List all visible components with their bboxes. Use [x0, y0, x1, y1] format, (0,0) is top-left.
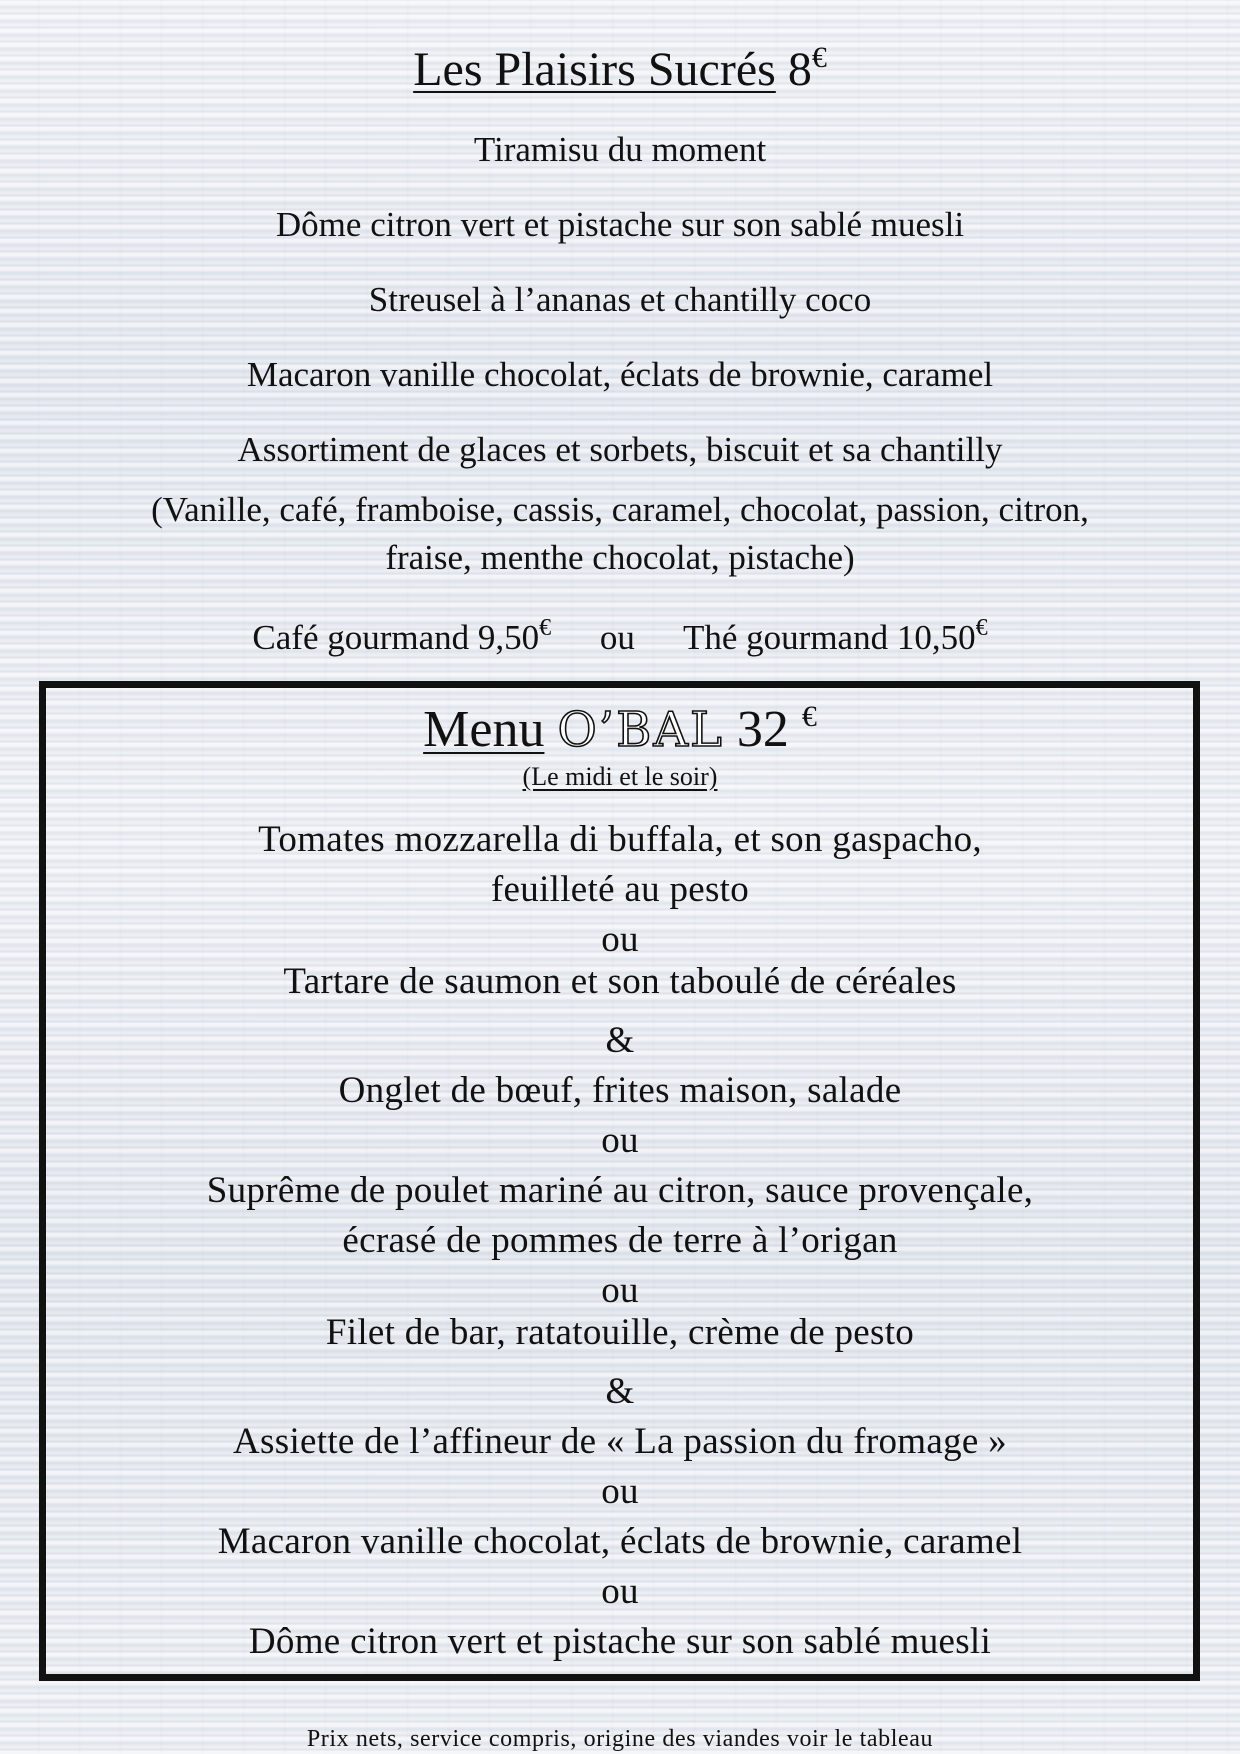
menu-or: ou [601, 1471, 639, 1512]
desserts-title-text: Les Plaisirs Sucrés [413, 43, 776, 96]
brand-logo: O’BAL [557, 702, 724, 758]
desserts-price: 8 [787, 43, 812, 96]
menu-subtitle-text: (Le midi et le soir) [522, 762, 718, 791]
the-gourmand-currency: € [975, 615, 988, 641]
menu-or: ou [601, 1571, 639, 1612]
menu-or: ou [601, 1120, 639, 1161]
gourmand-line [0, 617, 1240, 663]
menu-line: Tartare de saumon et son taboulé de céréales [283, 961, 957, 1002]
menu-price: 32 [736, 701, 789, 758]
menu-subtitle [0, 762, 1240, 792]
dessert-item-streusel: Streusel à l’ananas et chantilly coco [368, 280, 872, 319]
dessert-item-glaces-flavours-2: fraise, menthe chocolat, pistache) [385, 538, 855, 577]
menu-line: Dôme citron vert et pistache sur son sablé muesli [248, 1621, 992, 1662]
menu-line: Suprême de poulet mariné au citron, sauce provençale, [206, 1170, 1034, 1211]
menu-and: & [605, 1020, 635, 1061]
menu-or: ou [601, 1270, 639, 1311]
gourmand-or: ou [599, 618, 635, 657]
dessert-item-dome: Dôme citron vert et pistache sur son sablé muesli [275, 205, 965, 244]
menu-or: ou [601, 919, 639, 960]
dessert-item-glaces-flavours-1: (Vanille, café, framboise, cassis, caramel, chocolat, passion, citron, [151, 490, 1089, 529]
footer-note: Prix nets, service compris, origine des viandes voir le tableau [306, 1726, 934, 1752]
dessert-item-macaron: Macaron vanille chocolat, éclats de brownie, caramel [246, 355, 994, 394]
desserts-title [0, 40, 1240, 106]
menu-line: écrasé de pommes de terre à l’origan [342, 1220, 898, 1261]
menu-line: Macaron vanille chocolat, éclats de brownie, caramel [217, 1521, 1023, 1562]
menu-line: Assiette de l’affineur de « La passion du fromage » [233, 1421, 1007, 1462]
dessert-item-glaces: Assortiment de glaces et sorbets, biscuit et sa chantilly [237, 430, 1003, 469]
menu-title-word: Menu [423, 701, 545, 758]
cafe-gourmand: Café gourmand 9,50 [252, 618, 540, 657]
menu-line: Onglet de bœuf, frites maison, salade [338, 1070, 902, 1111]
menu-line: Filet de bar, ratatouille, crème de pesto [325, 1312, 915, 1353]
menu-price-currency: € [801, 700, 817, 733]
cafe-gourmand-currency: € [539, 615, 552, 641]
dessert-item-tiramisu: Tiramisu du moment [473, 130, 767, 169]
menu-title [0, 700, 1240, 767]
menu-and: & [605, 1371, 635, 1412]
menu-line: feuilleté au pesto [490, 869, 750, 910]
desserts-price-currency: € [811, 41, 827, 74]
menu-line: Tomates mozzarella di buffala, et son gaspacho, [258, 819, 982, 860]
the-gourmand: Thé gourmand 10,50 [683, 618, 976, 657]
